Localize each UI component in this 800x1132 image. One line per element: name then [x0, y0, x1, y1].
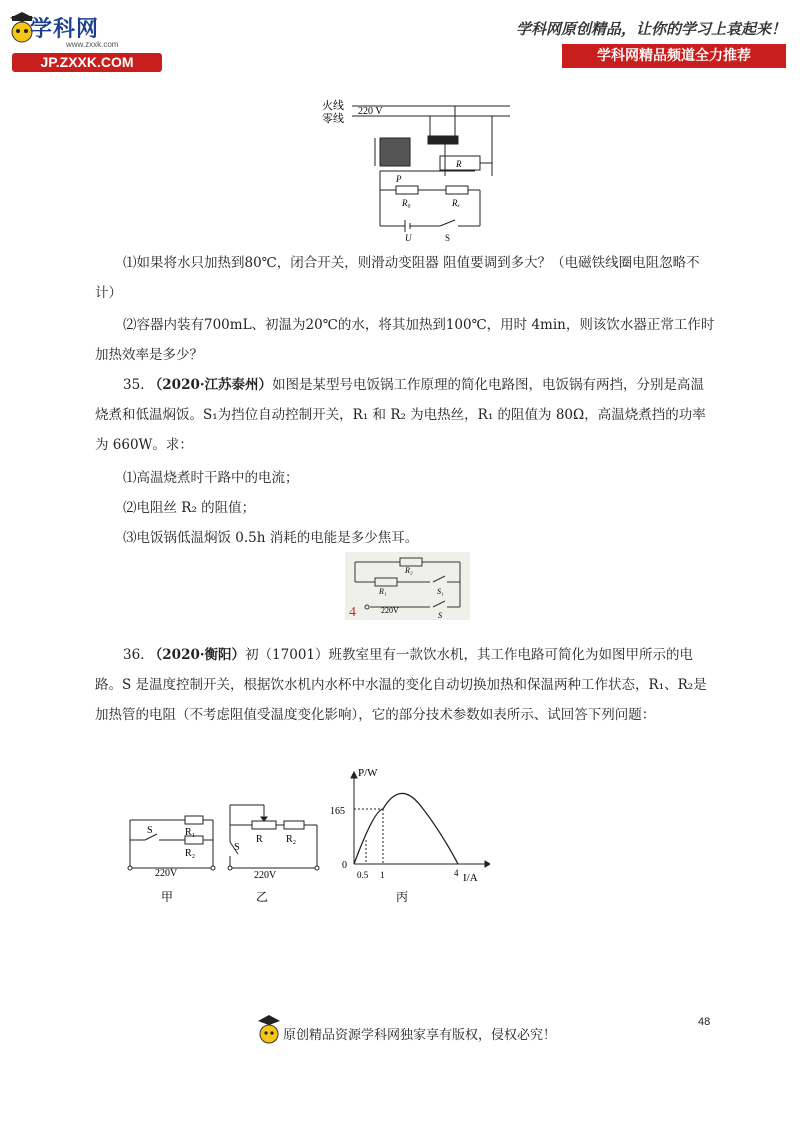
y-tick-label: 165	[330, 806, 345, 817]
x-tick-label: 1	[380, 870, 385, 880]
voltage-label: 220V	[254, 870, 277, 881]
r-label: R	[456, 159, 462, 169]
s-label: S	[147, 825, 153, 836]
figure-label-yi: 乙	[256, 890, 269, 904]
channel-banner: 学科网精品频道全力推荐	[562, 44, 786, 68]
r1-label: R₁	[185, 827, 196, 838]
q35-source: （2020·江苏泰州）	[148, 377, 273, 393]
q34-part2: ⑵容器内装有700mL、初温为20℃的水，将其加热到100℃，用时 4min，则该饮水器正常工作时加热效率是多少？	[95, 317, 715, 363]
origin-label: 0	[342, 860, 347, 871]
q36-source: （2020·衡阳）	[148, 647, 246, 663]
circuit-yi-figure	[222, 800, 327, 908]
q35-item1: ⑴高温烧煮时干路中的电流；	[123, 470, 299, 486]
logo-text: 学科网	[30, 17, 100, 42]
s-label: S	[234, 842, 240, 853]
q36-stem	[95, 640, 715, 730]
q35-item2: ⑵电阻丝 R₂ 的阻值；	[123, 500, 256, 516]
s1-label: S₁	[437, 587, 444, 596]
logo-subtext: www.zxxk.com	[66, 40, 119, 49]
r-label: R	[256, 834, 263, 845]
r2-label: R₂	[286, 834, 297, 845]
power-current-graph	[330, 760, 490, 908]
mascot-icon	[258, 1014, 280, 1050]
neutral-wire-label: 零线	[322, 113, 344, 125]
voltage-label: 220V	[155, 868, 178, 879]
voltage-label: 220 V	[358, 106, 383, 117]
voltage-label: 220V	[381, 606, 399, 615]
rice-cooker-circuit-figure	[345, 552, 470, 620]
copyright-notice: 原创精品资源学科网独家享有版权，侵权必究！	[283, 1028, 557, 1043]
page-number: 48	[698, 1016, 711, 1028]
logo-url: JP.ZXXK.COM	[12, 53, 162, 72]
x-axis-label: I/A	[463, 872, 478, 884]
q35-number: 35.	[123, 377, 145, 393]
rx-label: Rₓ	[452, 198, 461, 208]
q35-intro: 如图是某型号电饭锅工作原理的简化电路图，电饭锅有两挡，分别是高温烧煮和低温焖饭。S₁为挡位自动控制开关，R₁ 和 R₂ 为电热丝，R₁ 的阻值为 80Ω，高温烧煮挡的功率为 660W。求：	[95, 377, 706, 453]
r2-label: R₂	[405, 566, 413, 575]
q34-part1: ⑴如果将水只加热到80℃，闭合开关，则滑动变阻器 阻值要调到多大？（电磁铁线圈电阻忽略不计）	[95, 255, 700, 301]
s-label: S	[438, 611, 442, 620]
x-tick-label: 0.5	[357, 870, 369, 880]
r0-label: R₀	[402, 198, 411, 208]
p-label: P	[396, 174, 402, 184]
q35-item3: ⑶电饭锅低温焖饭 0.5h 消耗的电能是多少焦耳。	[123, 530, 419, 546]
s-label: S	[445, 233, 451, 242]
relay-circuit-figure	[320, 96, 520, 242]
r2-label: R₂	[185, 848, 196, 859]
circuit-jia-figure	[125, 808, 220, 908]
live-wire-label: 火线	[322, 100, 344, 112]
x-tick-label: 4	[454, 868, 459, 878]
q35-stem	[95, 370, 715, 460]
y-axis-label: P/W	[358, 767, 378, 779]
figure-label-bing: 丙	[396, 890, 409, 904]
r1-label: R₁	[379, 587, 387, 596]
header-slogan: 学科网原创精品，让你的学习上袁起来！	[515, 20, 786, 38]
handwritten-mark: 4	[349, 605, 356, 620]
q36-number: 36.	[123, 647, 145, 663]
figure-label-jia: 甲	[161, 890, 174, 904]
u-label: U	[405, 233, 412, 242]
q36-intro: 初（17001）班教室里有一款饮水机，其工作电路可简化为如图甲所示的电路。S 是温度控制开关，根据饮水机内水杯中水温的变化自动切换加热和保温两种工作状态，R₁、R₂是加热管的电阻（不考虑阻值受温度变化影响），它的部分技术参数如表所示、试回答下列问题：	[95, 647, 707, 723]
site-logo	[10, 10, 160, 72]
